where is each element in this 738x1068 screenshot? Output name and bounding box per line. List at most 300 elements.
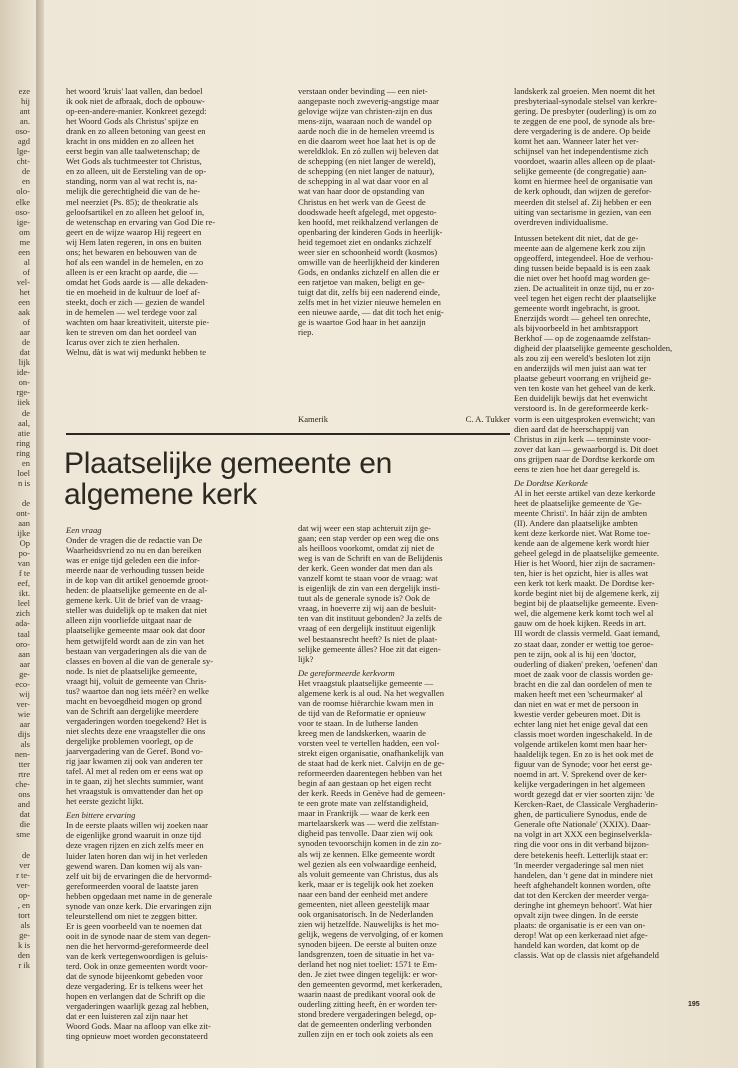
text-line: landsgrenzen, toen de situatie in het va- (298, 948, 435, 959)
text-line: Icarus over zich te zien herhalen. (66, 337, 180, 348)
section-subheading: De gereformeerde kerkvorm (298, 667, 395, 678)
text-line: ring die voor ons in dit verband bijzon- (514, 839, 649, 850)
section-subheading: Een bittere ervaring (66, 810, 136, 821)
text-line: dere vergadering is de andere. Op beide (514, 126, 651, 137)
text-line: kerk, maar er is tegelijk ook het zoeken (298, 878, 434, 889)
text-line: Christus in zijn kerk — tenminste voor- (514, 433, 651, 444)
edge-fragment: ide- (16, 367, 30, 378)
edge-fragment: vel- (16, 276, 30, 287)
edge-fragment: de (21, 337, 30, 348)
text-line: meerden dit stelsel af. Zij hebben er een (514, 196, 652, 207)
text-line: alleen is er een kracht op aarde, die — (66, 266, 198, 277)
text-line: ten, hier is het opzicht, hier is alles wat (514, 568, 649, 579)
text-line: vergaderingen waarlijk gezag zal hebben, (66, 1001, 209, 1012)
text-line: naar een band der eenheid met andere (298, 888, 428, 899)
text-line: de schepping in al wat daar voor en al (298, 176, 429, 187)
text-line: reformeerden daarentegen hebben van het (298, 768, 443, 779)
section-subheading: Een vraag (66, 525, 102, 535)
text-line: gaan; een stap verder op een weg die ons (298, 533, 439, 544)
text-line: teleurstellend om niet te zeggen bitter. (66, 910, 198, 921)
text-line: deze vergadering. Er is telkens weer het (66, 981, 204, 992)
edge-fragment: ant (19, 106, 30, 117)
text-line: kwestie verder gebeuren moet. Dit is (514, 708, 641, 719)
edge-fragment: atie (17, 427, 30, 438)
text-line: Intussen betekent dit niet, dat de ge- (514, 232, 639, 243)
text-line: dat de synode bijeenkomt gebeden voor (66, 971, 203, 982)
text-line: voor te staan. In de lutherse landen (298, 717, 419, 728)
text-line: het Woord Gods als Christus' spijze en (66, 116, 199, 127)
text-line: de wetenschap en ervaring van God Die re- (66, 216, 216, 227)
edge-fragment: leel (17, 598, 30, 609)
text-line: aarde noch die in de hemelen vreemd is (298, 126, 435, 137)
text-line: tie en moeheid in de kultuur de loef af- (66, 286, 201, 297)
edge-fragment: en (21, 176, 30, 187)
edge-fragment: agd (17, 136, 30, 147)
text-line: begin af aan gestaan op het eigen recht (298, 778, 432, 789)
text-line: presbyteriaal-synodale stelsel van kerkre- (514, 96, 657, 107)
text-line: wel bestaansrecht heeft? Is niet de plaat- (298, 633, 438, 644)
article-headline: Plaatselijke gemeente en algemene kerk (64, 447, 393, 511)
text-line: dat er een luisteren zal zijn naar het (66, 1011, 188, 1022)
edge-fragment: oso- (15, 206, 30, 217)
edge-fragment: ikt. (18, 588, 30, 599)
text-line: lijk? (298, 653, 314, 664)
edge-fragment: loel (17, 467, 30, 478)
text-line: tuut als de generale synode is? Ook de (298, 593, 430, 604)
edge-fragment: eze (18, 86, 30, 96)
edge-fragment: lge- (16, 146, 30, 157)
edge-fragment: ge- (19, 929, 30, 940)
text-line: doodswade heeft afgelegd, met opgesto- (298, 206, 437, 217)
text-line: vraagt hij, voluit de gemeente van Chris- (66, 675, 207, 686)
text-line: veel tegen het eigen recht der plaatselijke (514, 292, 657, 303)
text-line: node. Is niet de plaatselijke gemeente, (66, 665, 198, 676)
text-line: gering. De presbyter (ouderling) is om zo (514, 106, 657, 117)
text-line: omdat het Gods aarde is — alle dekaden- (66, 276, 208, 287)
text-line: de schepping (en niet langer de natuur), (298, 166, 435, 177)
text-line: dan niet en wat er met de persoon in (514, 698, 639, 709)
edge-fragment: on- (18, 377, 30, 388)
text-line: martelaarskerk was — werd die zelfstan- (298, 818, 440, 829)
text-line: vraag of een dergelijk instituut eigenlijk (298, 623, 436, 634)
edge-fragment: rge- (16, 387, 30, 398)
edge-fragment: po- (18, 548, 30, 559)
text-line: macht en bevoegdheid mogen op grond (66, 695, 202, 706)
text-line: noemd in art. V. Sprekend over de ker- (514, 769, 647, 780)
edge-fragment: aar (19, 658, 30, 669)
edge-fragment: ge- (19, 668, 30, 679)
edge-fragment: eef, (17, 578, 30, 589)
text-line: gereformeerden vooral de laatste jaren (66, 880, 199, 891)
text-line: is eigenlijk de zin van een dergelijk insti- (298, 583, 440, 594)
text-line: gauw om de hoek kijken. Reeds in art. (514, 618, 646, 629)
text-line: ven ten koste van het geheel van de kerk. (514, 383, 656, 394)
text-line: rig jaar kwamen zij ook van anderen ter (66, 756, 203, 767)
adjacent-page-edge-text (0, 86, 30, 1011)
text-line: vraag, in hoeverre zij wij aan de besluit- (298, 603, 437, 614)
text-line: wel, die algemene kerk komt toch wel al (514, 608, 654, 619)
text-line: drank en zo alleen betoning van geest en (66, 126, 206, 137)
text-line: stond bredere vergaderingen belegd, op- (298, 1009, 437, 1020)
text-line: classis moet worden ingeschakeld. In de (514, 728, 653, 739)
edge-fragment: oro- (15, 638, 30, 649)
text-line: van de roomse hiërarchie kwam men in (298, 697, 434, 708)
edge-fragment: ver (19, 859, 30, 870)
text-line: den gemeenten gevormd, met kerkeraden, (298, 979, 443, 990)
text-line: gemeente wordt ingebracht, is groot. (514, 302, 641, 313)
text-line: dat wij weer een stap achteruit zijn ge- (298, 523, 431, 533)
text-line: echter lang niet het enige geval dat een (514, 718, 648, 729)
text-line: luider laten horen dan wij in het verleden (66, 850, 208, 861)
text-line: ouderling zitting heeft, èn er worden ter- (298, 999, 438, 1010)
text-line: begint bij de plaatselijke gemeente. Even- (514, 598, 659, 609)
text-line: vergaderingen worden toegekend? Het is (66, 715, 207, 726)
text-line: Gods, en ondanks zichzelf en allen die er (298, 266, 440, 277)
text-line: de kerk ophoudt, dan wijzen de gerefor- (514, 186, 652, 197)
text-line: Een duidelijk bewijs dat het evenwicht (514, 393, 648, 404)
byline (298, 414, 510, 424)
text-line: algemene kerk is al oud. Na het wegvallen (298, 687, 445, 698)
text-line: 'In meerder vergaderinge sal men niet (514, 859, 644, 870)
text-line: selijke gemeente (de congregatie) aan- (514, 166, 647, 177)
text-line: een nieuwe aarde, — dat dit toch het enig- (298, 307, 444, 318)
edge-fragment: cht- (16, 156, 30, 167)
edge-fragment: het (19, 286, 30, 297)
text-line: kende aan de algemene kerk wordt hier (514, 538, 650, 549)
byline-author: C. A. Tukker (465, 414, 510, 424)
edge-fragment: ige- (16, 216, 30, 227)
text-line: hebben opgedaan met name in de generale (66, 890, 213, 901)
text-line: weg is van de Schrift en van de Belijdenis (298, 553, 443, 564)
edge-fragment: ring (16, 447, 30, 458)
text-line: hem getwijfeld wordt aan de zin van het (66, 635, 205, 646)
article-column-2 (298, 523, 515, 1039)
text-line: vorsten veel te vertellen hadden, een vol- (298, 737, 440, 748)
text-line: ge is waartoe God haar in het aanzijn (298, 317, 426, 328)
edge-fragment: ver- (16, 698, 30, 709)
text-line: dergelijke problemen voorlegt, op de (66, 735, 194, 746)
text-line: moet de zaak voor de classis worden ge- (514, 668, 654, 679)
text-line: dere betekenis heeft. Letterlijk staat er: (514, 849, 649, 860)
text-line: aangepaste noch zweverig-angstige maar (298, 96, 440, 107)
text-line: der kerk. Reeds in Genève had de gemeen- (298, 788, 446, 799)
text-line: bestaan van vergaderingen als die van de (66, 645, 207, 656)
text-line: kreeg men de landskerken, waarin de (298, 727, 426, 738)
edge-fragment: of (22, 317, 30, 328)
text-line: haaldelijk tegen. En zo is het ook met de (514, 749, 654, 760)
edge-fragment: rtre (18, 769, 30, 780)
edge-fragment: aan (18, 518, 30, 529)
text-line: Wet Gods als tuchtmeester tot Christus, (66, 156, 202, 167)
edge-fragment: ring (16, 437, 30, 448)
text-line: waarin naast de predikant vooral ook de (298, 989, 436, 1000)
text-line: ten van dit instituut gebonden? Ja zelfs de (298, 613, 442, 624)
edge-fragment (0, 840, 30, 850)
text-line: zelfs met in het vizier nieuwe hemelen en (298, 296, 441, 307)
edge-fragment: die (19, 819, 30, 830)
text-line: komt het aan. Wanneer later het ver- (514, 136, 639, 147)
text-line: Onder de vragen die de redactie van De (66, 535, 203, 546)
text-line: handeld kan worden, dat komt op de (514, 939, 640, 950)
text-line: geheel gelegd in de plaatselijke gemeente. (514, 548, 660, 559)
text-line: Berkhof — op de zogenaamde zelfstan- (514, 333, 651, 344)
edge-fragment: ver- (16, 879, 30, 890)
edge-fragment: de (21, 407, 30, 418)
edge-fragment: , en (17, 899, 30, 910)
text-line: een ratjetoe van maken, beligt en ge- (298, 276, 425, 287)
text-line: in de kop van dit artikel genoemde groot- (66, 575, 209, 586)
edge-fragment: r te- (16, 869, 30, 880)
text-line: selijke gemeente álles? Hoe zit dat eigen- (298, 643, 441, 654)
text-line: gemeenten, niet alleen geestelijk maar (298, 898, 430, 909)
text-line: maar in Frankrijk — waar de kerk een (298, 808, 430, 819)
edge-fragment: n is (17, 477, 30, 488)
edge-fragment: tter (18, 759, 30, 770)
edge-fragment: oso- (15, 126, 30, 137)
text-line: ooit in de synode naar de stem van degen- (66, 930, 211, 941)
text-line: gewend waren. Dan komen wij als van- (66, 860, 203, 871)
article-column-1 (66, 521, 286, 1041)
text-line: Hier is het Woord, hier zijn de sacramen- (514, 558, 656, 569)
text-line: geloofsartikel en zo alleen het geloof in, (66, 206, 205, 217)
edge-fragment: als (20, 739, 30, 750)
text-line: gelijk, wegens de vervolging, of er komen (298, 928, 444, 939)
edge-fragment: en (21, 457, 30, 468)
edge-fragment: of (22, 266, 30, 277)
text-line: eens te zien hoe het daar geregeld is. (514, 463, 640, 474)
text-line: op-een-andere-manier. Konkreet gezegd: (66, 106, 207, 117)
edge-fragment: lijk (18, 357, 30, 368)
edge-fragment: van (17, 558, 30, 569)
text-line: ook organisatorisch. In de Nederlanden (298, 908, 434, 919)
text-line: plaatselijke gemeente maar ook dat door (66, 625, 206, 636)
text-line: heden: de plaatselijke gemeente en de al- (66, 585, 208, 596)
text-line: deringhe int ghemeyn behoort'. Wat hier (514, 899, 653, 910)
text-line: Welnu, dàt is wat wij medunkt hebben te (66, 347, 207, 358)
edge-fragment: op- (18, 889, 30, 900)
text-line: van de Schrift aan dergelijke meerdere (66, 705, 199, 716)
text-line: terd. Ook in onze gemeenten wordt voor- (66, 961, 208, 972)
text-line: tafel. Al met al reden om er eens wat op (66, 766, 203, 777)
text-line: wat van haar door de opstanding van (298, 186, 425, 197)
edge-fragment: de (21, 166, 30, 177)
text-line: handelen, dan 't gene dat in mindere niet (514, 869, 653, 880)
text-line: ken te streven om dan het oordeel van (66, 327, 197, 338)
edge-fragment: eco- (15, 678, 30, 689)
text-line: Al in het eerste artikel van deze kerkorde (514, 487, 656, 498)
text-line: vorm is een uitgesproken evenwicht; van (514, 413, 656, 424)
text-line: jaarvergadering van de Geref. Bond vo- (66, 746, 203, 757)
text-line: zelf uit bij de ervaringen die de hervormd- (66, 870, 212, 881)
edge-fragment: om (19, 226, 30, 237)
text-line: heet de plaatselijke gemeente de 'Ge- (514, 497, 642, 508)
text-line: zover dat kan — gewaarborgd is. Dit doet (514, 443, 658, 454)
text-line: uiting van sectarisme in gezien, van een (514, 206, 652, 217)
text-line: ghen, de particuliere Synodus, ende de (514, 809, 647, 820)
text-line: mel neerziet (Ps. 85); de theokratie als (66, 196, 198, 207)
text-line: steekt, doch er zich — gezien de wandel (66, 296, 205, 307)
edge-fragment: ont- (16, 507, 30, 518)
edge-fragment: dat (19, 809, 30, 820)
text-line: de tijd van de Reformatie er opnieuw (298, 707, 426, 718)
edge-fragment: ada- (15, 618, 30, 629)
edge-fragment: ijke (17, 528, 30, 539)
text-line: synoden bijeen. De eerste al buiten onze (298, 938, 437, 949)
edge-fragment: aar (19, 718, 30, 729)
edge-fragment: de (21, 849, 30, 860)
edge-fragment: al (23, 256, 30, 267)
text-line: geert en de wijze waarop Hij regeert en (66, 226, 202, 237)
edge-fragment: and (17, 799, 30, 810)
edge-fragment: elke (15, 196, 30, 207)
text-line: nen die het hervormd-gereformeerde deel (66, 940, 209, 951)
text-line: mens-zijn, waaraan noch de wandel op (298, 116, 432, 127)
text-line: een kerk tot kerk maakt. De Dordtse ker- (514, 578, 655, 589)
text-line: dat tot den Kercken der meerder verga- (514, 889, 649, 900)
text-line: Generale ofte Nationale' (XXIX). Daar- (514, 819, 651, 830)
text-line: voordoet, waarin alles alleen op de plaat- (514, 156, 656, 167)
page-fold-shadow (36, 0, 44, 1068)
text-line: het vraagstuk is omvattender dan het op (66, 786, 203, 797)
text-line: figuur van de Synode; voor het eerst ge- (514, 759, 653, 770)
text-line: gemene kerk. Uit de brief van de vraag- (66, 595, 203, 606)
page-number: 195 (688, 1001, 700, 1008)
text-line: schijnsel van het independentisme zich (514, 146, 649, 157)
text-line: kelijke vergaderingen in het algemeen (514, 779, 646, 790)
text-line: deze vragen rijzen en zich zelfs meer en (66, 840, 204, 851)
edge-fragment: che- (15, 779, 30, 790)
text-line: Christus en het werk van de Geest de (298, 196, 426, 207)
edge-fragment: wie (17, 708, 30, 719)
text-line: heeft afghehandelt konnen worden, ofte (514, 879, 651, 890)
text-line: de staat had de kerk niet. Calvijn en de ge- (298, 758, 445, 769)
text-line: (II). Andere dan plaatselijke ambten (514, 517, 638, 528)
text-line: zien. De actualiteit in onze tijd, nu er zo- (514, 282, 655, 293)
text-line: de eigenlijke grond waaruit in onze tijd (66, 830, 202, 841)
text-line: den. Je ziet twee dingen tegelijk: er wor- (298, 969, 438, 980)
edge-fragment: wij (19, 688, 30, 699)
text-line: het eerste gezicht lijkt. (66, 796, 144, 807)
text-line: ken hoofd, met reikhalzend verlangen de (298, 216, 439, 227)
text-line: weer sier en schoonheid wordt (kosmos) (298, 246, 438, 257)
edge-fragment: de (21, 497, 30, 508)
edge-fragment: sme (16, 829, 30, 840)
text-line: tuigt dat dit, zelfs bij een naderend einde, (298, 286, 440, 297)
article-column-3 (514, 86, 700, 960)
edge-fragment: me (19, 236, 30, 247)
edge-fragment: aak (18, 307, 30, 318)
text-line: hof als een wandel in de hemelen, en zo (66, 256, 204, 267)
text-line: ik ook niet de afbraak, doch de opbouw- (66, 96, 205, 107)
text-line: wachten om haar kreativiteit, uiterste pie- (66, 317, 210, 328)
text-line: ding tussen beide bepaald is is een zaak (514, 262, 651, 273)
text-line: synode van onze kerk. Die ervaringen zijn (66, 900, 212, 911)
edge-fragment: dat (19, 347, 30, 358)
edge-fragment: een (18, 246, 30, 257)
text-line: wij Hem laten regeren, in ons en buiten (66, 236, 202, 247)
byline-place: Kamerik (298, 414, 329, 424)
text-line: steller was duidelijk op te maken dat niet (66, 605, 208, 616)
text-line: Het vraagstuk plaatselijke gemeente — (298, 677, 434, 688)
edge-fragment: an. (19, 116, 30, 127)
text-line: wel gezien als een volwaardige eenheid, (298, 858, 437, 869)
text-line: classes en boven al die van de generale sy- (66, 655, 213, 666)
edge-fragment: f te (18, 568, 30, 579)
text-line: standing, norm van al wat recht is, na- (66, 176, 198, 187)
text-line: tus? waartoe dan nog iets méér? en welke (66, 685, 209, 696)
text-line: en die daarom weet hoe laat het is op de (298, 136, 436, 147)
edge-fragment: nen- (14, 749, 30, 760)
text-line: strekt eigen organisatie, onafhankelijk van (298, 748, 444, 759)
text-line: maken heeft met een 'scheurmaker' al (514, 688, 643, 699)
text-line: openbaring der kinderen Gods in heerlijk- (298, 226, 443, 237)
text-line: der kerk. Geen wonder dat men dan als (298, 563, 433, 574)
text-line: in te gaan, zij het slechts summier, want (66, 776, 204, 787)
text-line: als zou zij een wereld's besloten lot zijn (514, 353, 651, 364)
text-line: was er enige tijd geleden een die infor- (66, 555, 200, 566)
text-line: wordt gezegd dat er vier soorten zijn: 'de (514, 789, 655, 800)
text-line: bracht en die zal dan oordelen of men te (514, 678, 652, 689)
text-line: wereldklok. En zó zullen wij beleven dat (298, 146, 439, 157)
text-line: meente Christi'. In háár zijn de ambten (514, 507, 648, 518)
text-line: volgende artikelen komt men haar her- (514, 739, 648, 749)
text-line: dat de gemeenten onderling verbonden (298, 1019, 432, 1030)
text-line: derop! Wat op een kerkeraad niet afge- (514, 929, 648, 940)
text-line: als wij ze kennen. Elke gemeente wordt (298, 848, 435, 859)
text-line: de schepping (en niet langer de wereld), (298, 156, 436, 167)
text-line: dien aard dat de heerschappij van (514, 423, 629, 434)
text-line: overdreven individualisme. (514, 216, 609, 227)
text-line: riep. (298, 327, 314, 338)
edge-fragment: zich (15, 608, 30, 619)
edge-fragment (0, 488, 30, 498)
text-line: Enerzijds wordt — geheel ten onrechte, (514, 313, 651, 324)
text-line: omwille van de heerlijkheid der kinderen (298, 256, 440, 267)
text-line: melijk die gerechtigheid die van de he- (66, 186, 201, 197)
text-line: In de eerste plaats willen wij zoeken naar (66, 820, 208, 831)
text-line: ons grijpen naar de Dordtse kerkorde om (514, 453, 655, 464)
text-line: niet slechts deze ene vraagsteller die ons (66, 725, 206, 736)
text-line: synoden tevoorschijn komen in de zin zo- (298, 838, 442, 849)
edge-fragment: aal, (17, 417, 30, 428)
text-line: opvalt zijn twee dingen. In de eerste (514, 909, 639, 920)
text-line: Kercken-Raet, de Classicale Verghaderin- (514, 799, 658, 810)
text-line: verstoord is. In de gereformeerde kerk- (514, 403, 649, 414)
text-line: na volgt in art XXX een beginselverkla- (514, 829, 652, 840)
text-line: en zo alleen, uit de Eersteling van de op- (66, 166, 207, 177)
text-line: zullen zijn en er toch ook zoiets als een (298, 1029, 434, 1040)
text-line: III wordt de classis vermeld. Gaat iemand, (514, 628, 661, 639)
text-line: komt en hiermee heel de organisatie van (514, 176, 653, 187)
text-line: zien wij hetzelfde. Nauwelijks is het mo- (298, 918, 440, 929)
text-line: Waarheidsvriend zo nu en dan bereiken (66, 545, 202, 556)
text-line: als bijvoorbeeld in het ambtsrapport (514, 323, 639, 334)
edge-fragment: iiek (17, 397, 30, 408)
text-line: van de kerk vertegenwoordigen is geluis- (66, 950, 208, 961)
text-line: opgeofferd, integendeel. Hoe de verhou- (514, 252, 654, 263)
text-line: Woord Gods. Maar na afloop van elke zit- (66, 1021, 211, 1032)
text-line: gelovige wijze van christen-zijn en dus (298, 106, 433, 117)
text-line: ting opnieuw moet worden geconstateerd (66, 1031, 208, 1042)
edge-fragment: als (20, 919, 30, 930)
text-line: te zeggen de ene pool, de synode als bre- (514, 116, 656, 127)
edge-fragment: k is (17, 939, 30, 950)
text-line: meerde naar de verhouding tussen beide (66, 565, 205, 576)
text-line: korde begint niet bij de algemene kerk, zij (514, 588, 660, 599)
text-line: meente aan de algemene kerk zou zijn (514, 242, 646, 253)
edge-fragment: taal (17, 628, 30, 639)
section-subheading: De Dordtse Kerkorde (514, 477, 588, 488)
